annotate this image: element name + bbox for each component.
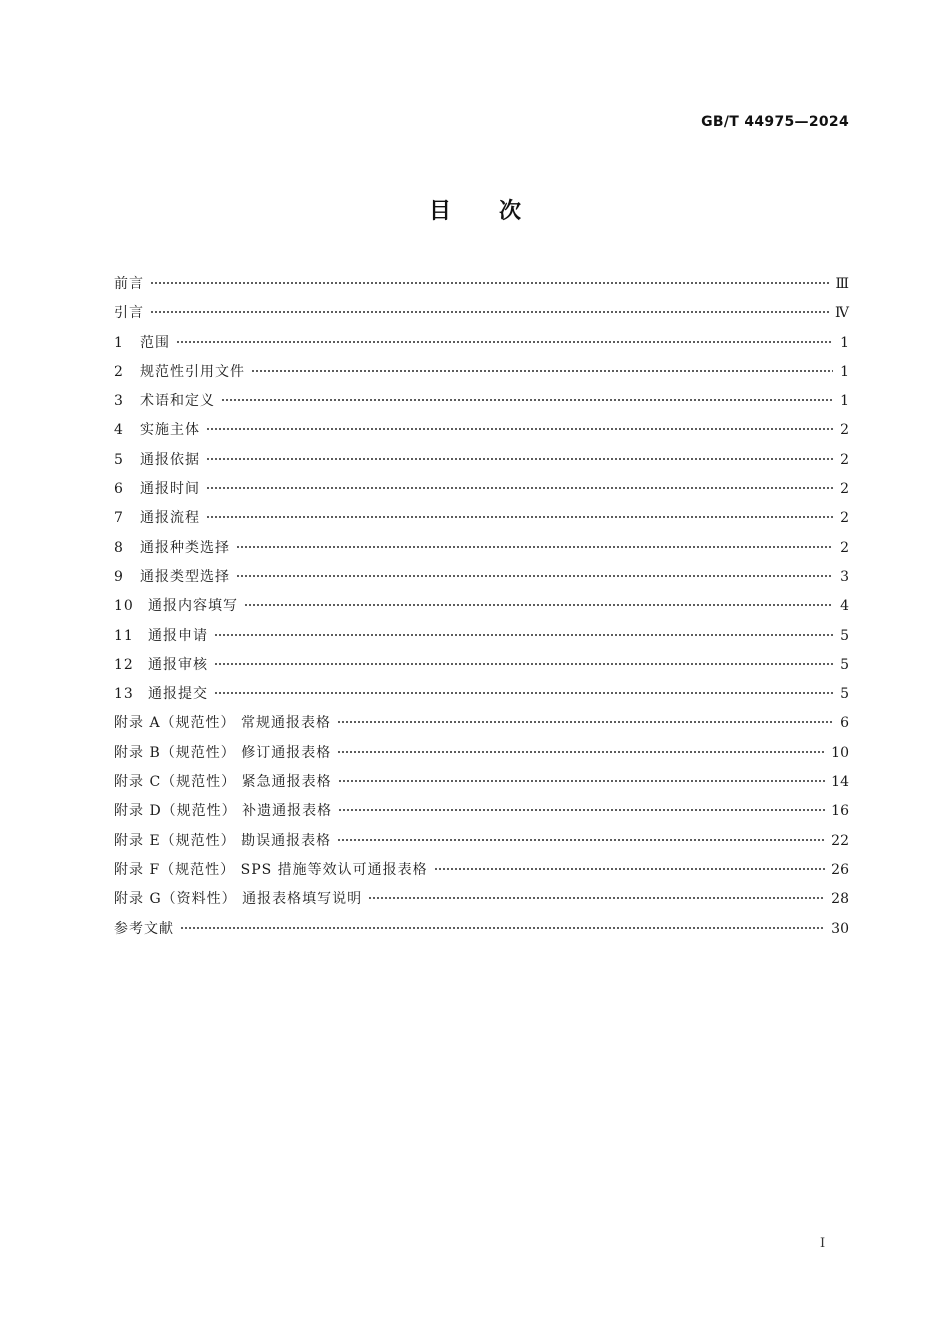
toc-entry-number: 3 (114, 393, 124, 410)
toc-entry-section-8[interactable] (114, 534, 849, 563)
toc-entry-title: 范围 (140, 334, 170, 351)
toc-entry-number: 11 (114, 627, 134, 644)
toc-entry-page: 2 (840, 539, 849, 556)
toc-entry-section-4[interactable] (114, 416, 849, 445)
toc-entry-label: 附录 E（规范性） 勘误通报表格 (114, 832, 332, 849)
toc-entry-foreword[interactable] (114, 270, 849, 299)
toc-dot-leader (214, 663, 833, 665)
toc-entry-section-1[interactable] (114, 329, 849, 358)
toc-dot-leader (434, 868, 826, 870)
toc-entry-annex-c[interactable] (114, 768, 849, 797)
toc-dot-leader (214, 634, 833, 636)
toc-entry-label (114, 475, 200, 504)
toc-dot-leader (150, 311, 829, 313)
toc-entry-label (114, 622, 208, 651)
table-of-contents (114, 270, 849, 944)
toc-entry-page: 14 (831, 774, 849, 791)
toc-entry-number: 13 (114, 686, 134, 703)
toc-entry-section-7[interactable] (114, 504, 849, 533)
toc-entry-number: 6 (114, 481, 124, 498)
toc-entry-page: 30 (831, 920, 849, 937)
toc-entry-page: 1 (840, 334, 849, 351)
toc-dot-leader (337, 839, 825, 841)
toc-entry-label (114, 416, 200, 445)
toc-entry-label (114, 329, 170, 358)
toc-entry-page: 5 (840, 627, 849, 644)
toc-entry-page: Ⅳ (835, 305, 849, 322)
toc-entry-label: 附录 G（资料性） 通报表格填写说明 (114, 891, 363, 908)
toc-dot-leader (251, 370, 833, 372)
toc-entry-label (114, 358, 245, 387)
page-number: I (820, 1236, 826, 1251)
toc-entry-annex-d[interactable] (114, 797, 849, 826)
toc-dot-leader (337, 751, 825, 753)
toc-entry-page: 22 (831, 832, 849, 849)
toc-entry-title: 通报审核 (148, 656, 208, 673)
toc-entry-page: 2 (840, 510, 849, 527)
toc-entry-title: 通报种类选择 (140, 539, 230, 556)
toc-dot-leader (236, 546, 833, 548)
toc-entry-number: 9 (114, 568, 124, 585)
toc-entry-number: 4 (114, 422, 124, 439)
toc-dot-leader (150, 282, 829, 284)
toc-entry-number: 2 (114, 363, 124, 380)
toc-entry-number: 7 (114, 510, 124, 527)
toc-entry-label (114, 592, 238, 621)
toc-dot-leader (221, 399, 833, 401)
toc-entry-number: 1 (114, 334, 124, 351)
toc-entry-number: 12 (114, 656, 134, 673)
toc-entry-introduction[interactable] (114, 299, 849, 328)
toc-dot-leader (180, 927, 825, 929)
toc-entry-page: 2 (840, 422, 849, 439)
toc-entry-section-3[interactable] (114, 387, 849, 416)
toc-entry-title: 通报时间 (140, 481, 200, 498)
toc-entry-title: 术语和定义 (140, 393, 215, 410)
toc-entry-section-13[interactable] (114, 680, 849, 709)
toc-entry-annex-g[interactable] (114, 885, 849, 914)
toc-entry-page: 16 (831, 803, 849, 820)
toc-dot-leader (236, 575, 833, 577)
toc-entry-section-9[interactable] (114, 563, 849, 592)
toc-dot-leader (338, 809, 825, 811)
toc-entry-page: 2 (840, 451, 849, 468)
toc-entry-annex-e[interactable] (114, 827, 849, 856)
toc-entry-page: 5 (840, 686, 849, 703)
toc-entry-page: 1 (840, 393, 849, 410)
toc-entry-section-12[interactable] (114, 651, 849, 680)
toc-entry-label: 附录 F（规范性） SPS 措施等效认可通报表格 (114, 861, 428, 878)
toc-entry-bibliography[interactable] (114, 915, 849, 944)
toc-entry-page: 2 (840, 481, 849, 498)
toc-entry-page: 4 (840, 598, 849, 615)
toc-entry-title: 通报流程 (140, 510, 200, 527)
toc-entry-label (114, 534, 230, 563)
toc-dot-leader (214, 692, 833, 694)
toc-dot-leader (176, 341, 833, 343)
toc-entry-page: 28 (831, 891, 849, 908)
toc-entry-label: 附录 B（规范性） 修订通报表格 (114, 744, 332, 761)
toc-entry-section-11[interactable] (114, 622, 849, 651)
toc-entry-number: 5 (114, 451, 124, 468)
toc-entry-page: 10 (831, 744, 849, 761)
toc-entry-annex-a[interactable] (114, 709, 849, 738)
toc-entry-page: 5 (840, 656, 849, 673)
toc-dot-leader (368, 897, 825, 899)
toc-entry-label: 附录 C（规范性） 紧急通报表格 (114, 774, 332, 791)
toc-dot-leader (244, 604, 833, 606)
toc-dot-leader (206, 487, 833, 489)
toc-entry-page: Ⅲ (835, 276, 849, 292)
toc-entry-label: 前言 (114, 276, 144, 292)
toc-dot-leader (206, 428, 833, 430)
toc-entry-page: 26 (831, 861, 849, 878)
toc-entry-title: 通报依据 (140, 451, 200, 468)
toc-entry-label: 引言 (114, 305, 144, 322)
toc-title: 目次 (428, 199, 569, 224)
toc-entry-number: 8 (114, 539, 124, 556)
toc-entry-label: 参考文献 (114, 920, 174, 937)
toc-dot-leader (338, 780, 826, 782)
toc-entry-annex-b[interactable] (114, 739, 849, 768)
toc-entry-label (114, 563, 230, 592)
toc-entry-title: 实施主体 (140, 422, 200, 439)
toc-entry-title: 通报内容填写 (148, 598, 238, 615)
toc-dot-leader (206, 516, 833, 518)
toc-entry-section-6[interactable] (114, 475, 849, 504)
toc-entry-page: 3 (840, 568, 849, 585)
toc-entry-label: 附录 A（规范性） 常规通报表格 (114, 715, 332, 732)
toc-entry-section-5[interactable] (114, 446, 849, 475)
toc-entry-section-10[interactable] (114, 592, 849, 621)
toc-entry-number: 10 (114, 598, 134, 615)
toc-entry-label: 附录 D（规范性） 补遗通报表格 (114, 803, 333, 820)
toc-entry-title: 通报类型选择 (140, 568, 230, 585)
toc-entry-section-2[interactable] (114, 358, 849, 387)
toc-entry-title: 通报提交 (148, 686, 208, 703)
toc-dot-leader (337, 721, 833, 723)
toc-entry-annex-f[interactable] (114, 856, 849, 885)
standard-code: GB/T 44975—2024 (701, 114, 849, 130)
toc-entry-page: 1 (840, 363, 849, 380)
toc-entry-label (114, 680, 208, 709)
toc-entry-label (114, 504, 200, 533)
toc-entry-label (114, 446, 200, 475)
toc-entry-page: 6 (840, 715, 849, 732)
toc-entry-label (114, 387, 215, 416)
toc-dot-leader (206, 458, 833, 460)
toc-entry-title: 规范性引用文件 (140, 363, 245, 380)
toc-entry-label (114, 651, 208, 680)
toc-entry-title: 通报申请 (148, 627, 208, 644)
